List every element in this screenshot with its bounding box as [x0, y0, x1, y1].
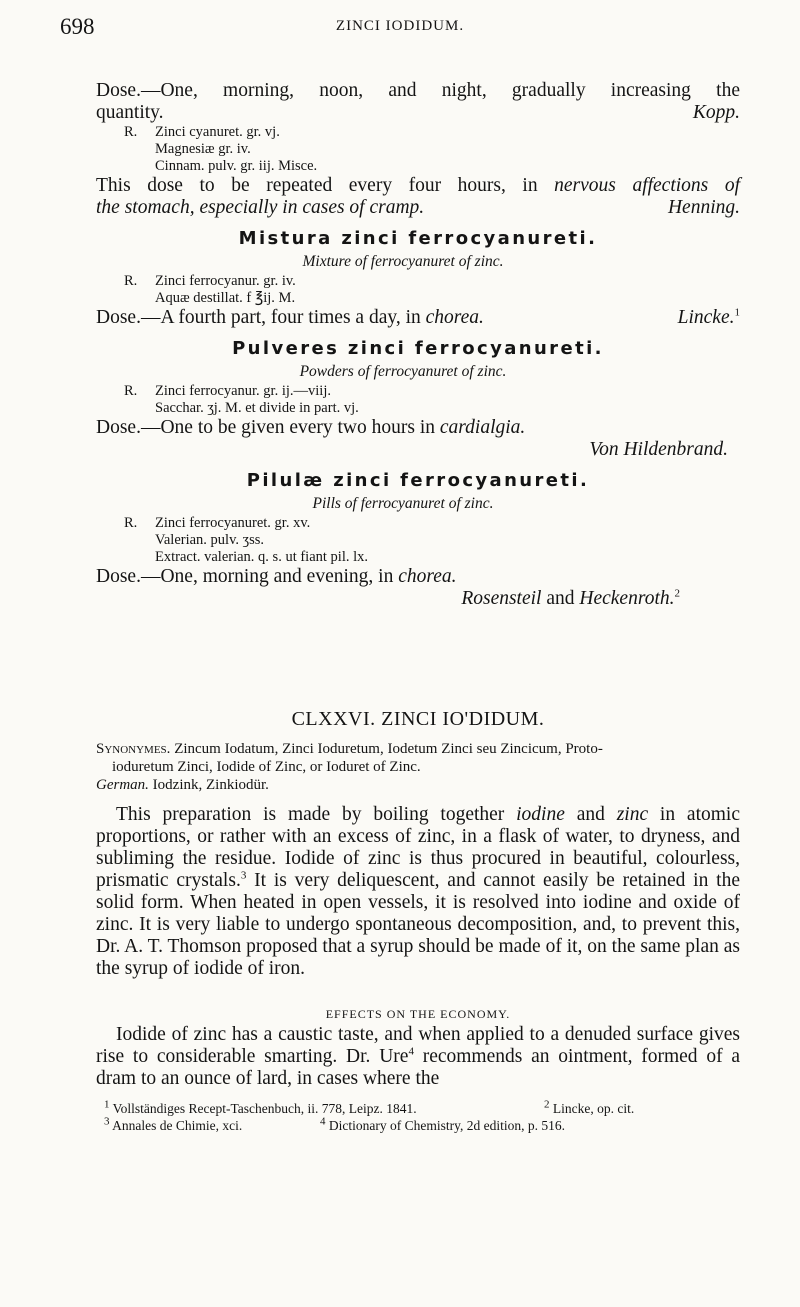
dose-pilulae: Dose.—One, morning and evening, in chorea. — [96, 566, 457, 587]
title-pulveres: Pulveres zinci ferrocyanureti. — [232, 338, 604, 359]
prescription-mistura: R. Zinci ferrocyanur. gr. iv. Aquæ destillat. f ℥ij. M. — [124, 273, 296, 306]
author-kopp: Kopp. — [692, 102, 740, 123]
subtitle-pulveres: Powders of ferrocyanuret of zinc. — [299, 363, 507, 380]
footnote-3: $^3$ Annales de Chimie, xci. — [104, 1115, 243, 1133]
author-henning: Henning. — [667, 197, 740, 218]
page-header — [60, 14, 740, 44]
preparation-paragraph: This preparation is made by boiling together iodine and zinc in atomic proportions, or rather with an excess of zinc, in a flask of water, to dryness, and subliming the residue. Iodide of zinc is thus procured in beautiful, colourless, prismatic crystals.$^3$ It is very deliquescent, and cannot easily be retained in the solid form. When heated in open vessels, it is resolved into iodine and oxide of zinc. It is very liable to undergo spontaneous decomposition, and, to prevent this, Dr. A. T. Thomson proposed that a syrup should be made of it, on the same plan as the syrup of iodide of iron. — [96, 804, 740, 979]
footnote-4: $^4$ Dictionary of Chemistry, 2d edition, p. 516. — [320, 1115, 565, 1133]
effects-heading: EFFECTS ON THE ECONOMY. — [325, 1007, 511, 1021]
dose-mistura: Dose.—A fourth part, four times a day, in chorea. Lincke.$^1$ — [96, 306, 740, 328]
effects-paragraph: Iodide of zinc has a caustic taste, and when applied to a denuded surface gives rise to considerable smarting. Dr. Ure$^4$ recommends an ointment, formed of a dram to an ounce of lard, in cases where the — [96, 1024, 740, 1089]
authors-pilulae: Rosensteil and Heckenroth.$^2$ — [461, 587, 680, 609]
prescription-pilulae: R. Zinci ferrocyanuret. gr. xv. Valerian. pulv. ʒss. Extract. valerian. q. s. ut fiant pil. lx. — [124, 515, 369, 565]
dose-kopp-end: quantity. Kopp. — [96, 102, 740, 123]
author-hildenbrand: Von Hildenbrand. — [589, 439, 728, 460]
title-mistura: Mistura zinci ferrocyanureti. — [238, 228, 598, 249]
page-body — [96, 80, 740, 1134]
footnote-2: $^2$ Lincke, op. cit. — [544, 1098, 635, 1116]
prescription-cyanuret: R. Zinci cyanuret. gr. vj. Magnesiæ gr. iv. Cinnam. pulv. gr. iij. Misce. — [124, 124, 318, 174]
title-pilulae: Pilulæ zinci ferrocyanureti. — [246, 470, 590, 491]
section-heading: CLXXVI. ZINCI IO'DIDUM. — [291, 708, 545, 730]
page-number: 698 — [60, 14, 95, 39]
author-lincke: Lincke. — [677, 307, 735, 328]
author-hildenbrand-line — [96, 439, 740, 461]
prescription-pulveres: R. Zinci ferrocyanur. gr. ij.—viij. Sacchar. ʒj. M. et divide in part. vj. — [124, 383, 359, 416]
synonymes: Synonymes. Zincum Iodatum, Zinci Ioduretum, Iodetum Zinci seu Zincicum, Proto- ioduretum Zinci, Iodide of Zinc, or Ioduret of Zinc. German. Iodzink, Zinkiodür. — [96, 741, 603, 793]
running-title: ZINCI IODIDUM. — [335, 18, 465, 34]
rx-symbol: R. — [124, 124, 138, 140]
footnotes — [96, 1100, 740, 1134]
note-henning: This dose to be repeated every four hours, in nervous affections of — [96, 175, 740, 196]
subtitle-mistura: Mixture of ferrocyanuret of zinc. — [302, 253, 504, 270]
note-henning-end: the stomach, especially in cases of cramp. Henning. — [96, 197, 740, 218]
dose-kopp: Dose.—One, morning, noon, and night, gradually increasing the — [96, 80, 740, 101]
footnote-1: $^1$ Vollständiges Recept-Taschenbuch, ii. 778, Leipz. 1841. — [104, 1098, 417, 1116]
dose-pulveres: Dose.—One to be given every two hours in cardialgia. — [96, 417, 526, 438]
subtitle-pilulae: Pills of ferrocyanuret of zinc. — [312, 495, 494, 512]
